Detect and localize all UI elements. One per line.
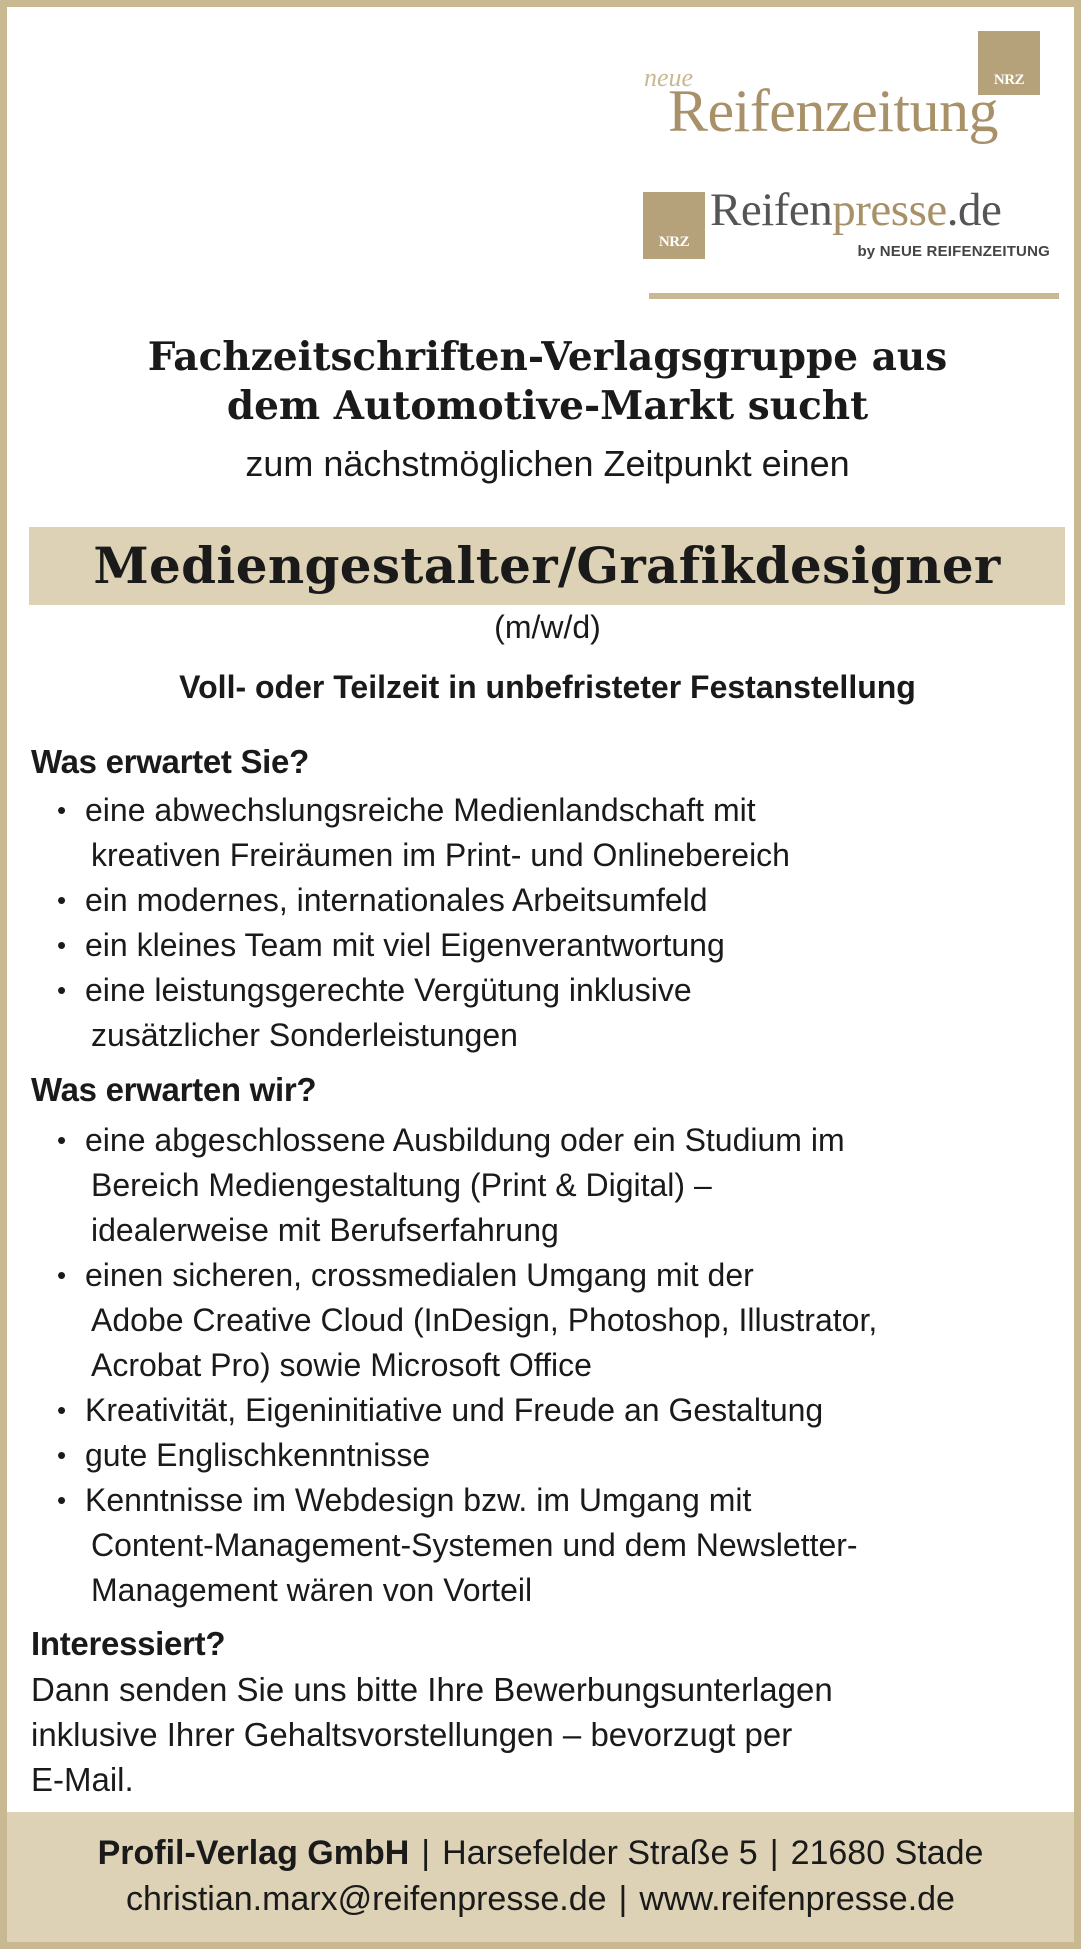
offer-heading: Was erwartet Sie?	[31, 743, 309, 780]
nrz-logo-box-small	[643, 192, 705, 259]
list-item-line: Adobe Creative Cloud (InDesign, Photoshop, Illustrator,	[91, 1302, 878, 1338]
list-item-line: • ein kleines Team mit viel Eigenverantwortung	[85, 927, 725, 963]
interest-line: Dann senden Sie uns bitte Ihre Bewerbungsunterlagen	[31, 1671, 833, 1708]
list-item-line: Bereich Mediengestaltung (Print & Digital) –	[91, 1167, 712, 1203]
list-item-line: • eine abgeschlossene Ausbildung oder ein Studium im	[85, 1122, 845, 1158]
list-item-line: • ein modernes, internationales Arbeitsumfeld	[85, 882, 708, 918]
reifenpresse-wordmark	[710, 184, 1002, 236]
list-item-line: • Kenntnisse im Webdesign bzw. im Umgang mit	[85, 1482, 752, 1518]
list-item	[57, 1433, 1057, 1478]
list-item-line: • eine abwechslungsreiche Medienlandschaft mit	[85, 792, 756, 828]
interest-text	[31, 1667, 1071, 1802]
city: 21680 Stade	[790, 1834, 984, 1872]
requirements-heading: Was erwarten wir?	[31, 1071, 317, 1108]
separator: |	[421, 1834, 431, 1872]
headline-subline: zum nächstmöglichen Zeitpunkt einen	[245, 443, 850, 484]
nrz-logo-label: NRZ	[993, 72, 1025, 88]
contact-footer	[7, 1812, 1074, 1942]
reifenpresse-logo	[643, 184, 1053, 267]
separator: |	[769, 1834, 779, 1872]
job-gender: (m/w/d)	[494, 609, 601, 645]
list-item	[57, 1118, 1057, 1253]
email-link[interactable]: christian.marx@reifenpresse.de	[126, 1880, 607, 1918]
logo-reifenzeitung-text: Reifenzeitung	[668, 78, 999, 144]
headline	[7, 333, 1081, 431]
reifenpresse-subline: by NEUE REIFENZEITUNG	[857, 243, 1050, 260]
offer-list	[57, 788, 1057, 1058]
list-item-line: • eine leistungsgerechte Vergütung inklusive	[85, 972, 692, 1008]
requirements-list	[57, 1118, 1057, 1613]
list-item-line: idealerweise mit Berufserfahrung	[91, 1212, 559, 1248]
website-link[interactable]: www.reifenpresse.de	[639, 1880, 955, 1918]
interest-heading: Interessiert?	[31, 1625, 226, 1662]
job-title: Mediengestalter/Grafikdesigner	[93, 536, 1001, 595]
list-item-line: Management wären von Vorteil	[91, 1572, 533, 1608]
list-item	[57, 1478, 1057, 1613]
list-item-line: • Kreativität, Eigeninitiative und Freude an Gestaltung	[85, 1392, 824, 1428]
separator: |	[618, 1880, 628, 1918]
rp-part-presse: presse	[832, 184, 947, 236]
neue-reifenzeitung-logo	[642, 29, 1052, 159]
logo-neue-text: neue	[644, 63, 694, 92]
list-item	[57, 1253, 1057, 1388]
logo-divider	[649, 293, 1059, 299]
rp-part-reifen: Reifen	[710, 184, 833, 236]
footer-contact-line	[7, 1880, 1074, 1919]
list-item-line: Content-Management-Systemen und dem Newsletter-	[91, 1527, 858, 1563]
list-item	[57, 878, 1057, 923]
rp-part-de: .de	[946, 184, 1002, 236]
list-item	[57, 788, 1057, 878]
interest-line: E-Mail.	[31, 1761, 134, 1798]
company-name: Profil-Verlag GmbH	[97, 1834, 410, 1872]
headline-line-1: Fachzeitschriften-Verlagsgruppe aus	[147, 334, 948, 380]
job-employment-type: Voll- oder Teilzeit in unbefristeter Festanstellung	[179, 669, 916, 705]
headline-line-2: dem Automotive-Markt sucht	[226, 383, 869, 429]
list-item	[57, 1388, 1057, 1433]
list-item-line: • einen sicheren, crossmedialen Umgang mit der	[85, 1257, 754, 1293]
street-address: Harsefelder Straße 5	[442, 1834, 758, 1872]
list-item	[57, 923, 1057, 968]
list-item-line: kreativen Freiräumen im Print- und Onlinebereich	[91, 837, 790, 873]
list-item-line: • gute Englischkenntnisse	[85, 1437, 431, 1473]
nrz-logo-label-small: NRZ	[658, 234, 690, 250]
interest-line: inklusive Ihrer Gehaltsvorstellungen – bevorzugt per	[31, 1716, 793, 1753]
job-title-band	[29, 527, 1065, 605]
list-item	[57, 968, 1057, 1058]
footer-address-line	[7, 1834, 1074, 1873]
list-item-line: Acrobat Pro) sowie Microsoft Office	[91, 1347, 592, 1383]
list-item-line: zusätzlicher Sonderleistungen	[91, 1017, 518, 1053]
